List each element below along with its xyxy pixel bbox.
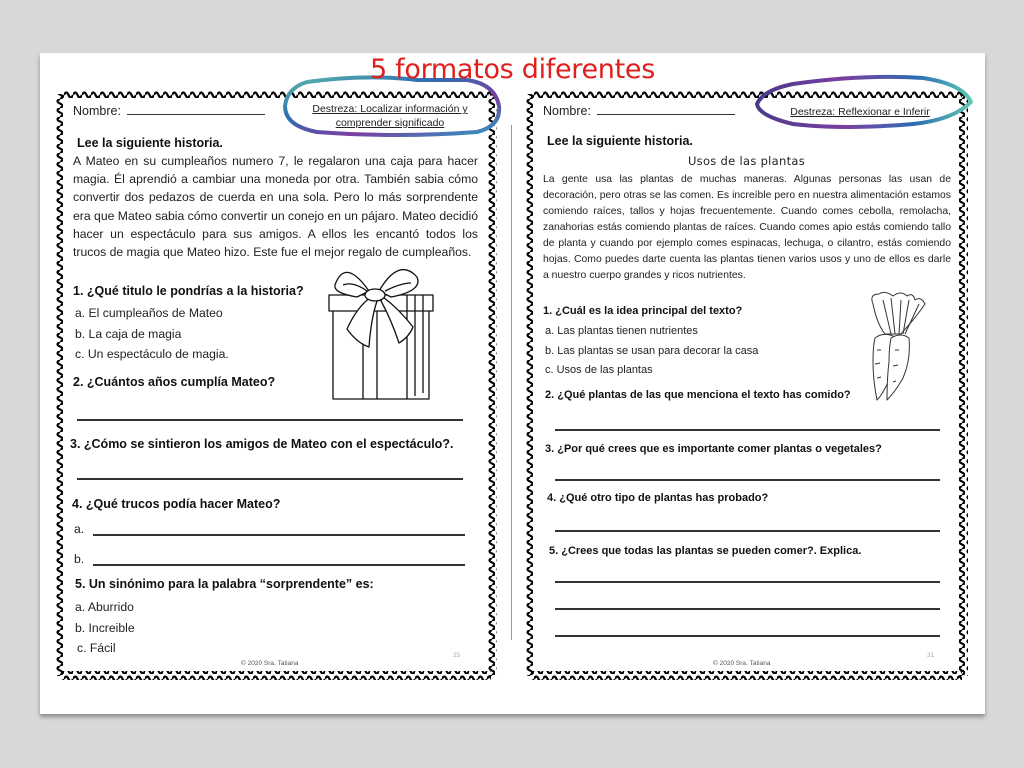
q3-answer-line[interactable] (77, 478, 463, 480)
skill-line-1: Destreza: Localizar información y (312, 103, 468, 115)
question-3: 3. ¿Por qué crees que es importante comer plantas o vegetales? (545, 443, 882, 455)
page-number: 25 (453, 652, 461, 659)
q5-option-a[interactable]: a. Aburrido (75, 600, 134, 614)
name-label: Nombre: (73, 104, 121, 118)
question-1: 1. ¿Qué titulo le pondrías a la historia? (73, 284, 304, 298)
question-5: 5. Un sinónimo para la palabra “sorprendente” es: (75, 577, 374, 591)
carrot-icon (863, 290, 933, 405)
copyright-footer: © 2020 Sra. Tatiana (241, 660, 299, 667)
question-3: 3. ¿Cómo se sintieron los amigos de Mateo con el espectáculo?. (70, 437, 454, 451)
q5-answer-line-3[interactable] (555, 635, 940, 637)
name-label: Nombre: (543, 104, 591, 118)
gift-box-icon (327, 263, 439, 403)
instruction-heading: Lee la siguiente historia. (77, 136, 223, 150)
slide (40, 53, 985, 714)
story-text: La gente usa las plantas de muchas maneras. Algunas personas las usan de decoración, pero otras se las comen. Es increíble pero en nuestra alimentación estamos comiendo raíces, tallos y hojas frecuentemente. Cuando comes cebolla, remolacha, zanahorias estás comiendo plantas de raíces. Cuando comes apio estás comiendo tallo de planta y cuando por ejemplo comes espinacas, lechuga, o cilantro, estás comiendo hojas. Como puedes darte cuenta las plantas tienen varios usos y uno de ellos es darle a nuestro cuerpo grandes y ricos nutrientes. (543, 174, 951, 281)
q4-answer-line-a[interactable] (93, 534, 465, 536)
name-input-line[interactable] (597, 104, 735, 115)
name-field (543, 104, 735, 118)
q1-option-c[interactable]: c. Usos de las plantas (545, 364, 653, 376)
instruction-heading: Lee la siguiente historia. (547, 134, 693, 148)
q1-option-a[interactable]: a. Las plantas tienen nutrientes (545, 325, 698, 337)
q2-answer-line[interactable] (555, 429, 940, 431)
q4-answer-line[interactable] (555, 530, 940, 532)
q1-option-b[interactable]: b. Las plantas se usan para decorar la casa (545, 345, 759, 357)
q3-answer-line[interactable] (555, 479, 940, 481)
q4-blank-a-label: a. (74, 522, 85, 536)
copyright-footer: © 2020 Sra. Tatiana (713, 660, 771, 667)
question-2: 2. ¿Qué plantas de las que menciona el texto has comido? (545, 389, 851, 401)
q4-blank-b-label: b. (74, 552, 85, 566)
skill-line-1: Destreza: Reflexionar e Inferir (790, 106, 930, 118)
slide-title: 5 formatos diferentes (370, 54, 655, 85)
page-divider (511, 125, 512, 640)
skill-line-2: comprender significado (335, 117, 445, 129)
question-5: 5. ¿Crees que todas las plantas se pueden comer?. Explica. (549, 545, 862, 557)
q5-answer-line-2[interactable] (555, 608, 940, 610)
question-4: 4. ¿Qué trucos podía hacer Mateo? (72, 497, 281, 511)
skill-label (780, 105, 940, 119)
q4-answer-line-b[interactable] (93, 564, 465, 566)
question-1: 1. ¿Cuál es la idea principal del texto? (543, 305, 743, 317)
name-field (73, 104, 265, 118)
q5-answer-line-1[interactable] (555, 581, 940, 583)
question-4: 4. ¿Qué otro tipo de plantas has probado? (547, 492, 769, 504)
q1-option-c[interactable]: c. Un espectáculo de magia. (75, 347, 229, 361)
worksheet-left (55, 90, 497, 680)
page-number: 31 (927, 652, 935, 659)
story-text: A Mateo en su cumpleaños numero 7, le regalaron una caja para hacer magia. Él aprendió a cambiar una moneda por otra. También sabia cómo convertir dos pedazos de cuerda en una sola. Pero lo más sorprendente era que Mateo sabia cómo convertir un conejo en un pájaro. Mateo decidió hacer un espectáculo para sus amigos. A ellos les encantó todos los trucos de magia que Mateo hizo. Este fue el mejor regalo de cumpleaños. (73, 154, 478, 260)
name-input-line[interactable] (127, 104, 265, 115)
question-2: 2. ¿Cuántos años cumplía Mateo? (73, 375, 276, 389)
story-title: Usos de las plantas (687, 154, 806, 168)
skill-label (295, 102, 485, 130)
q1-option-a[interactable]: a. El cumpleaños de Mateo (75, 306, 223, 320)
worksheet-right (525, 90, 968, 680)
q5-option-b[interactable]: b. Increible (75, 621, 135, 635)
q5-option-c[interactable]: c. Fácil (77, 641, 116, 655)
q2-answer-line[interactable] (77, 419, 463, 421)
q1-option-b[interactable]: b. La caja de magia (75, 327, 182, 341)
